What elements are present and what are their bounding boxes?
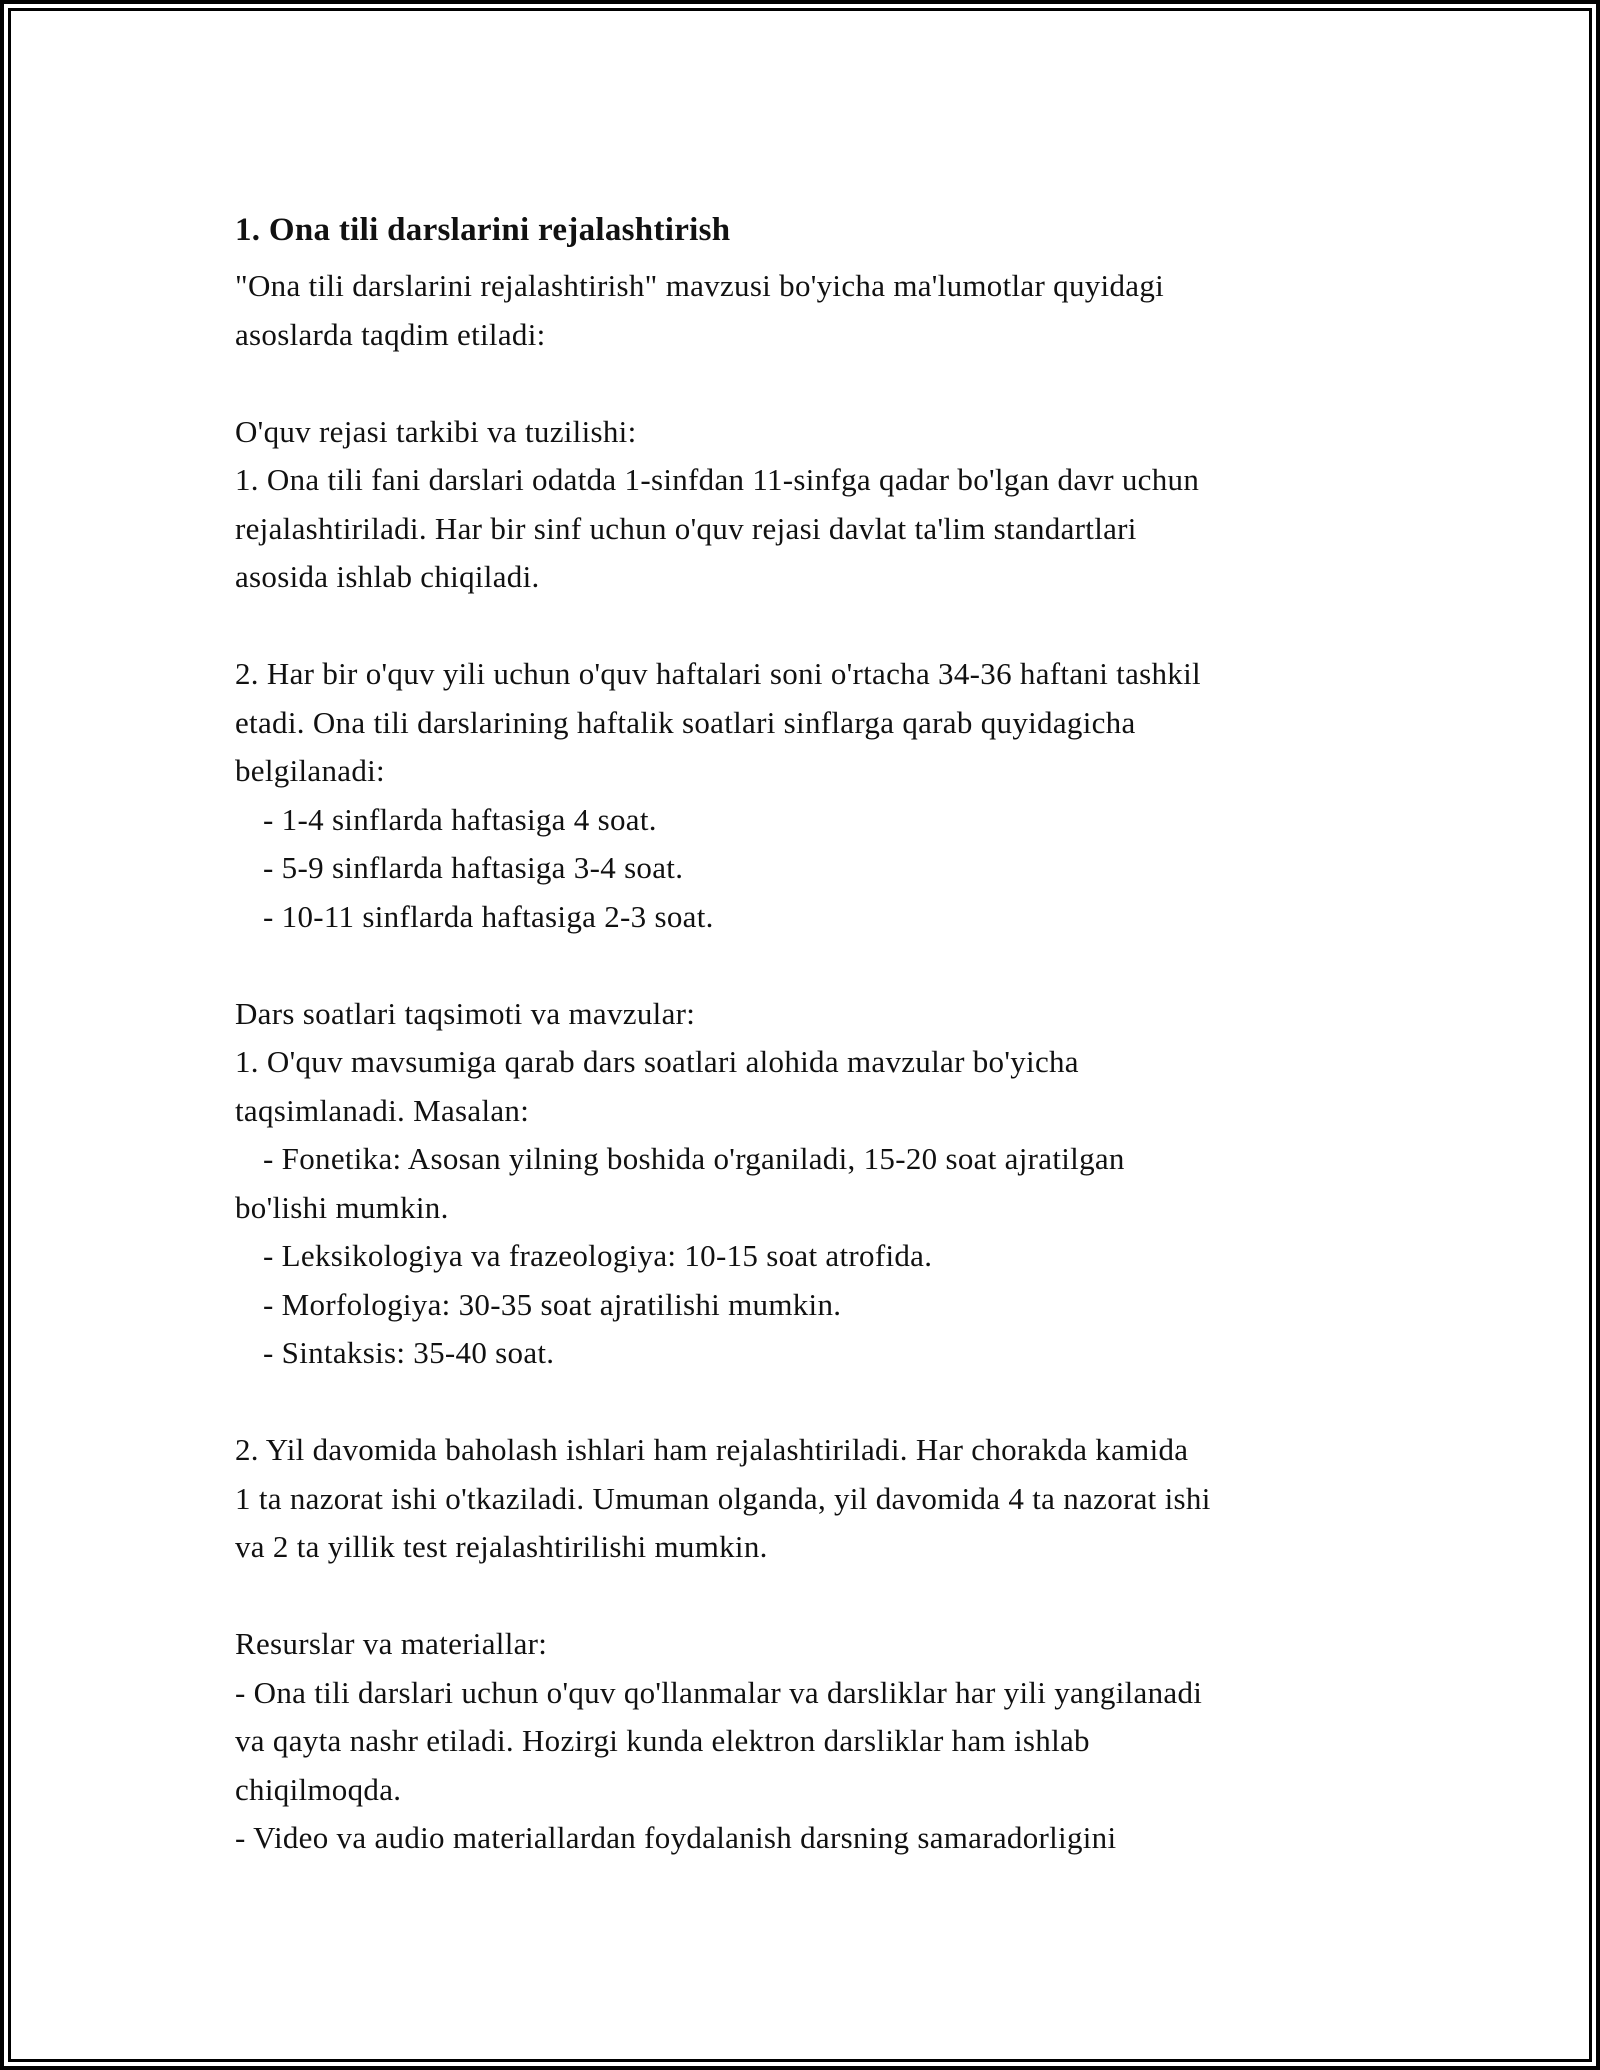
- text-line: bo'lishi mumkin.: [235, 1189, 449, 1225]
- text-line: etadi. Ona tili darslarining haftalik soatlari sinflarga qarab quyidagicha: [235, 704, 1136, 740]
- text-line: [235, 1378, 1450, 1427]
- text-line: taqsimlanadi. Masalan:: [235, 1092, 530, 1128]
- text-line: [235, 359, 1450, 408]
- text-line: - 1-4 sinflarda haftasiga 4 soat.: [263, 801, 657, 837]
- text-line: "Ona tili darslarini rejalashtirish" mavzusi bo'yicha ma'lumotlar quyidagi: [235, 268, 1165, 303]
- text-line: - Leksikologiya va frazeologiya: 10-15 soat atrofida.: [263, 1238, 933, 1273]
- text-line: Resurslar va materiallar:: [235, 1626, 548, 1661]
- text-line: - Morfologiya: 30-35 soat ajratilishi mumkin.: [263, 1286, 842, 1322]
- text-line: - Video va audio materiallardan foydalanish darsning samaradorligini: [235, 1820, 1117, 1855]
- text-line: va qayta nashr etiladi. Hozirgi kunda elektron darsliklar ham ishlab: [235, 1723, 1090, 1758]
- text-line: - 10-11 sinflarda haftasiga 2-3 soat.: [263, 898, 714, 934]
- text-line: 1. O'quv mavsumiga qarab dars soatlari alohida mavzular bo'yicha: [235, 1044, 1079, 1079]
- text-line: O'quv rejasi tarkibi va tuzilishi:: [235, 413, 637, 449]
- text-line: chiqilmoqda.: [235, 1771, 402, 1807]
- document-title: 1. Ona tili darslarini rejalashtirish: [235, 212, 731, 249]
- text-line: 2. Har bir o'quv yili uchun o'quv haftalari soni o'rtacha 34-36 haftani tashkil: [235, 656, 1201, 691]
- text-line: va 2 ta yillik test rejalashtirilishi mumkin.: [235, 1529, 768, 1564]
- text-line: 1 ta nazorat ishi o'tkaziladi. Umuman olganda, yil davomida 4 ta nazorat ishi: [235, 1480, 1211, 1516]
- text-line: - 5-9 sinflarda haftasiga 3-4 soat.: [263, 850, 684, 885]
- text-line: - Ona tili darslari uchun o'quv qo'llanmalar va darsliklar har yili yangilanadi: [235, 1674, 1203, 1710]
- text-line: asosida ishlab chiqiladi.: [235, 559, 540, 594]
- text-line: Dars soatlari taqsimoti va mavzular:: [235, 995, 696, 1031]
- document-lines: [235, 262, 1450, 1863]
- text-line: 2. Yil davomida baholash ishlari ham rejalashtiriladi. Har chorakda kamida: [235, 1432, 1189, 1467]
- text-line: belgilanadi:: [235, 753, 385, 788]
- text-line: rejalashtiriladi. Har bir sinf uchun o'quv rejasi davlat ta'lim standartlari: [235, 510, 1137, 546]
- text-line: [235, 602, 1450, 651]
- text-line: asoslarda taqdim etiladi:: [235, 316, 546, 352]
- text-line: - Fonetika: Asosan yilning boshida o'rganiladi, 15-20 soat ajratilgan: [263, 1141, 1125, 1176]
- text-line: 1. Ona tili fani darslari odatda 1-sinfdan 11-sinfga qadar bo'lgan davr uchun: [235, 462, 1200, 497]
- text-line: [235, 1572, 1450, 1621]
- text-line: [235, 941, 1450, 990]
- text-line: - Sintaksis: 35-40 soat.: [263, 1335, 555, 1370]
